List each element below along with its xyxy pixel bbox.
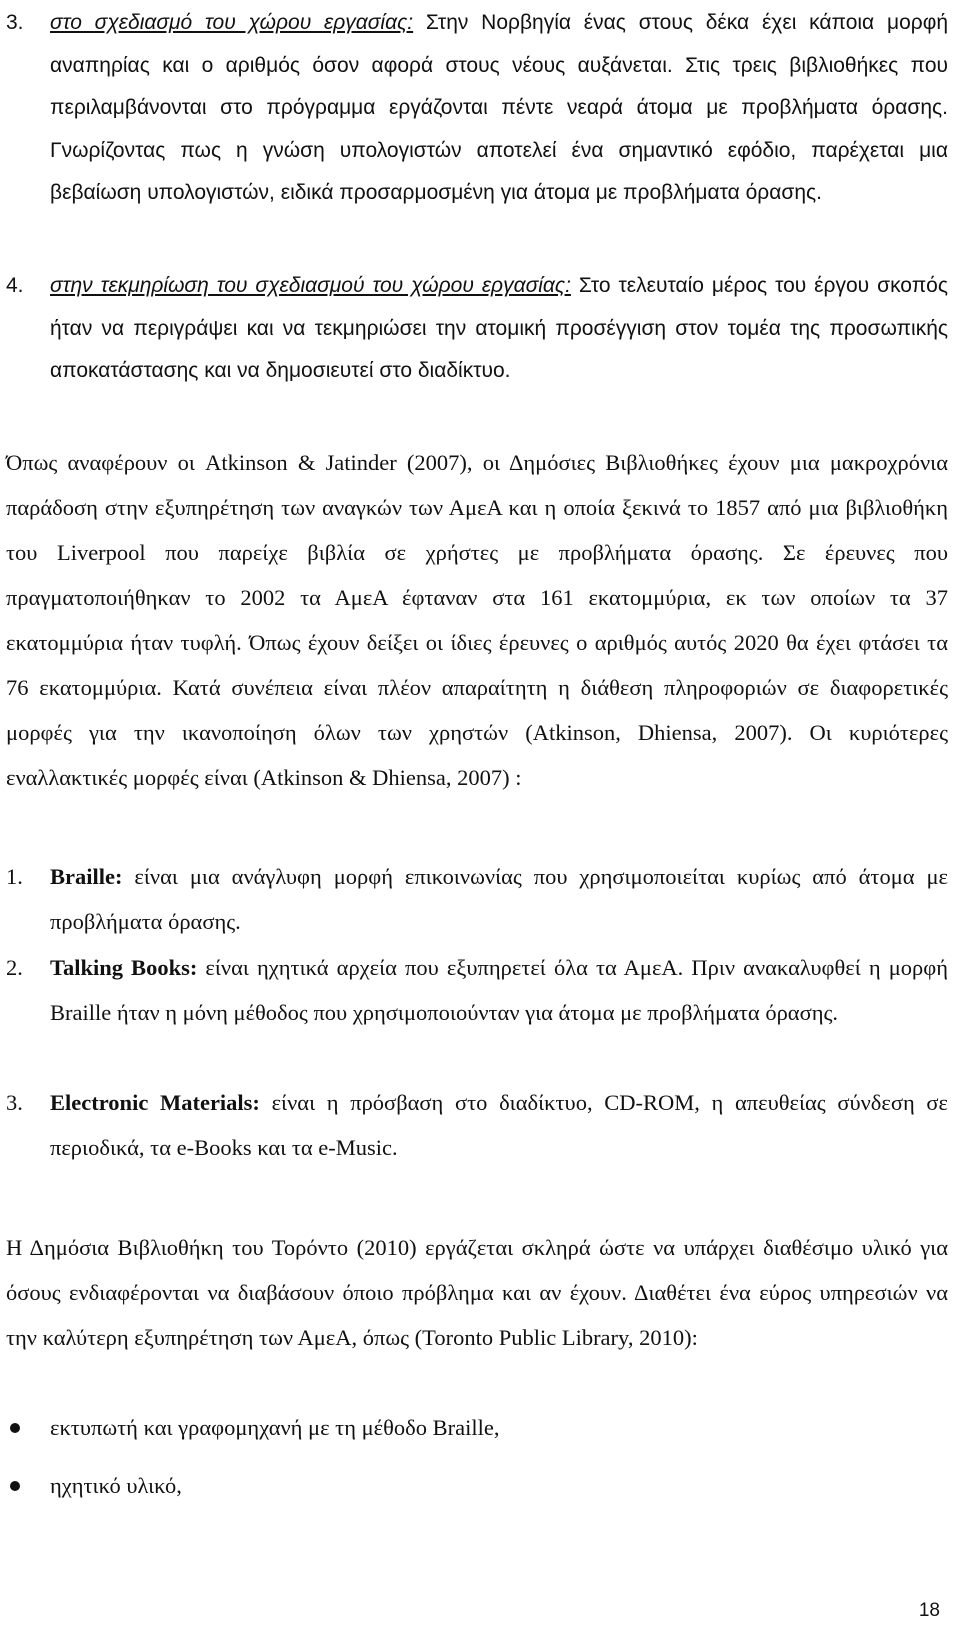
list-item-text xyxy=(50,945,948,1035)
list-item-text xyxy=(50,854,948,944)
list-number: 2. xyxy=(6,955,23,980)
list-number: 3. xyxy=(6,1090,23,1115)
format-term: Electronic Materials: xyxy=(50,1090,260,1115)
bullet-text: εκτυπωτή και γραφομηχανή με τη μέθοδο Braille, xyxy=(50,1415,500,1440)
list-number: 3. xyxy=(6,11,24,34)
list-item-text xyxy=(50,265,948,393)
list-number: 4. xyxy=(6,274,24,297)
item-heading: στην τεκμηρίωση του σχεδιασμού του χώρου εργασίας: xyxy=(50,274,571,297)
format-description: είναι η πρόσβαση στο διαδίκτυο, CD-ROM, η απευθείας σύνδεση σε περιοδικά, τα e-Books και τα e-Music. xyxy=(50,1090,948,1160)
section-list-item xyxy=(0,2,948,262)
list-number: 1. xyxy=(6,864,23,889)
body-paragraph: Όπως αναφέρουν οι Atkinson & Jatinder (2007), οι Δημόσιες Βιβλιοθήκες έχουν μια μακροχρόνια παράδοση στην εξυπηρέτηση των αναγκών των ΑμεΑ και η οποία ξεκινά το 1857 από μια βιβλιοθήκη του Liverpool που παρείχε βιβλία σε χρήστες με προβλήματα όρασης. Σε έρευνες που πραγματοποιήθηκαν το 2002 τα ΑμεΑ έφταναν στα 161 εκατομμύρια, εκ των οποίων τα 37 εκατομμύρια ήταν τυφλή. Όπως έχουν δείξει οι ίδιες έρευνες ο αριθμός αυτός 2020 θα έχει φτάσει τα 76 εκατομμύρια. Κατά συνέπεια είναι πλέον απαραίτητη η διάθεση πληροφοριών σε διαφορετικές μορφές για την ικανοποίηση όλων των χρηστών (Atkinson, Dhiensa, 2007). Οι κυριότερες εναλλακτικές μορφές είναι (Atkinson & Dhiensa, 2007) : xyxy=(6,450,948,790)
item-body: Στο τελευταίο μέρος του έργου σκοπός ήταν να περιγράψει και να τεκμηριώσει την ατομική προσέγγιση στον τομέα της προσωπικής αποκατάστασης και να δημοσιευτεί στο διαδίκτυο. xyxy=(50,274,948,382)
list-item-text xyxy=(50,1080,948,1170)
list-item-text xyxy=(50,2,948,215)
body-paragraph: Η Δημόσια Βιβλιοθήκη του Τορόντο (2010) εργάζεται σκληρά ώστε να υπάρχει διαθέσιμο υλικό για όσους ενδιαφέρονται να διαβάσουν όποιο πρόβλημα και αν έχουν. Διαθέτει ένα εύρος υπηρεσιών να την καλύτερη εξυπηρέτηση των ΑμεΑ, όπως (Toronto Public Library, 2010): xyxy=(6,1235,948,1350)
item-body: Στην Νορβηγία ένας στους δέκα έχει κάποια μορφή αναπηρίας και ο αριθμός όσον αφορά στους νέους αυξάνεται. Στις τρεις βιβλιοθήκες που περιλαμβάνονται στο πρόγραμμα εργάζονται πέντε νεαρά άτομα με προβλήματα όρασης. Γνωρίζοντας πως η γνώση υπολογιστών αποτελεί ένα σημαντικό εφόδιο, παρέχεται μια βεβαίωση υπολογιστών, ειδικά προσαρμοσμένη για άτομα με προβλήματα όρασης. xyxy=(50,11,949,204)
format-term: Braille: xyxy=(50,864,123,889)
item-heading: στο σχεδιασμό του χώρου εργασίας: xyxy=(50,11,414,34)
bullet-text: ηχητικό υλικό, xyxy=(50,1473,182,1498)
section-list-item xyxy=(0,265,948,395)
format-description: είναι ηχητικά αρχεία που εξυπηρετεί όλα τα ΑμεΑ. Πριν ανακαλυφθεί η μορφή Braille ήταν η μόνη μέθοδος που χρησιμοποιούνταν για άτομα με προβλήματα όρασης. xyxy=(50,955,948,1025)
format-description: είναι μια ανάγλυφη μορφή επικοινωνίας που χρησιμοποιείται κυρίως από άτομα με προβλήματα όρασης. xyxy=(50,864,948,934)
bullet-icon xyxy=(10,1481,20,1491)
bullet-icon xyxy=(10,1423,20,1433)
page-number: 18 xyxy=(918,1600,940,1621)
format-term: Talking Books: xyxy=(50,955,198,980)
